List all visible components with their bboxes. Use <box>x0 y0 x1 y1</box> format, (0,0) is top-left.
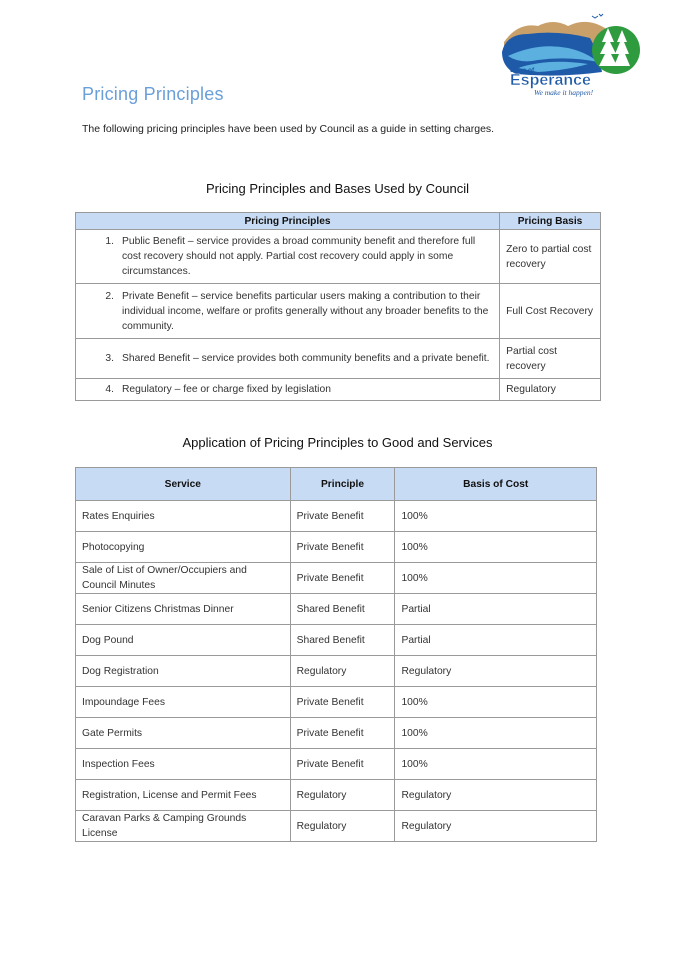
principle-cell: Regulatory <box>290 656 395 687</box>
basis-cell: 100% <box>395 749 597 780</box>
principle-cell: Private Benefit <box>290 532 395 563</box>
service-cell: Sale of List of Owner/Occupiers and Council Minutes <box>76 563 291 594</box>
table-row <box>76 625 597 656</box>
table-row <box>76 656 597 687</box>
logo-shire-of: Shire of <box>510 67 535 74</box>
service-cell: Inspection Fees <box>76 749 291 780</box>
principle-cell <box>76 339 500 379</box>
basis-cell: Regulatory <box>395 656 597 687</box>
basis-cell: Partial cost recovery <box>500 339 601 379</box>
header-basis-of-cost: Basis of Cost <box>395 468 597 501</box>
basis-cell: 100% <box>395 687 597 718</box>
principle-cell: Private Benefit <box>290 563 395 594</box>
page-title: Pricing Principles <box>82 84 224 104</box>
service-cell: Dog Registration <box>76 656 291 687</box>
pricing-principles-table <box>75 212 601 401</box>
principle-cell: Regulatory <box>290 780 395 811</box>
tree-circle-shape <box>592 26 640 74</box>
logo-name: Esperance <box>510 72 591 89</box>
service-cell: Gate Permits <box>76 718 291 749</box>
basis-cell: Zero to partial cost recovery <box>500 230 601 284</box>
table-row <box>76 718 597 749</box>
basis-cell: Regulatory <box>500 379 601 401</box>
table-row <box>76 230 601 284</box>
principle-cell: Private Benefit <box>290 749 395 780</box>
intro-text: The following pricing principles have been used by Council as a guide in setting charges. <box>82 123 495 135</box>
services-table <box>75 467 597 842</box>
table-row <box>76 379 601 401</box>
header-service: Service <box>76 468 291 501</box>
basis-cell: 100% <box>395 718 597 749</box>
header-principle: Principle <box>290 468 395 501</box>
table-row <box>76 501 597 532</box>
service-cell: Senior Citizens Christmas Dinner <box>76 594 291 625</box>
logo-tagline: We make it happen! <box>534 88 594 97</box>
table-row <box>76 749 597 780</box>
principle-cell: Private Benefit <box>290 718 395 749</box>
principle-cell <box>76 379 500 401</box>
basis-cell: Partial <box>395 625 597 656</box>
principle-cell: Private Benefit <box>290 687 395 718</box>
basis-cell: Regulatory <box>395 811 597 842</box>
header-pricing-principles: Pricing Principles <box>76 213 500 230</box>
table-header-row <box>76 468 597 501</box>
principle-cell: Regulatory <box>290 811 395 842</box>
principle-cell <box>76 230 500 284</box>
table2-title: Application of Pricing Principles to Good and Services <box>182 435 493 450</box>
row-number: 2. <box>105 290 114 302</box>
service-cell: Registration, License and Permit Fees <box>76 780 291 811</box>
principle-text: Public Benefit – service provides a broad community benefit and therefore full cost recovery should not apply. Partial cost recovery could apply in some circumstances. <box>122 236 476 277</box>
principle-text: Private Benefit – service benefits particular users making a contribution to their individual income, welfare or profits generally without any broader benefits to the community. <box>122 290 489 332</box>
table-header-row <box>76 213 601 230</box>
shire-logo <box>498 12 640 98</box>
principle-cell: Private Benefit <box>290 501 395 532</box>
table-row <box>76 780 597 811</box>
principle-cell: Shared Benefit <box>290 625 395 656</box>
table1-title: Pricing Principles and Bases Used by Council <box>205 181 469 196</box>
table-row <box>76 532 597 563</box>
principle-text: Shared Benefit – service provides both community benefits and a private benefit. <box>122 353 490 364</box>
basis-cell: 100% <box>395 563 597 594</box>
basis-cell: Partial <box>395 594 597 625</box>
basis-cell: 100% <box>395 532 597 563</box>
basis-cell: 100% <box>395 501 597 532</box>
row-number: 4. <box>105 384 114 395</box>
service-cell: Caravan Parks & Camping Grounds License <box>76 811 291 842</box>
service-cell: Rates Enquiries <box>76 501 291 532</box>
row-number: 1. <box>105 236 114 247</box>
table-row <box>76 811 597 842</box>
table-row <box>76 284 601 339</box>
principle-cell <box>76 284 500 339</box>
service-cell: Dog Pound <box>76 625 291 656</box>
table-row <box>76 339 601 379</box>
table-row <box>76 594 597 625</box>
basis-cell: Regulatory <box>395 780 597 811</box>
row-number: 3. <box>105 353 114 364</box>
service-cell: Photocopying <box>76 532 291 563</box>
table-row <box>76 563 597 594</box>
principle-cell: Shared Benefit <box>290 594 395 625</box>
header-pricing-basis: Pricing Basis <box>500 213 601 230</box>
principle-text: Regulatory – fee or charge fixed by legislation <box>122 384 331 395</box>
table-row <box>76 687 597 718</box>
basis-cell: Full Cost Recovery <box>500 284 601 339</box>
service-cell: Impoundage Fees <box>76 687 291 718</box>
